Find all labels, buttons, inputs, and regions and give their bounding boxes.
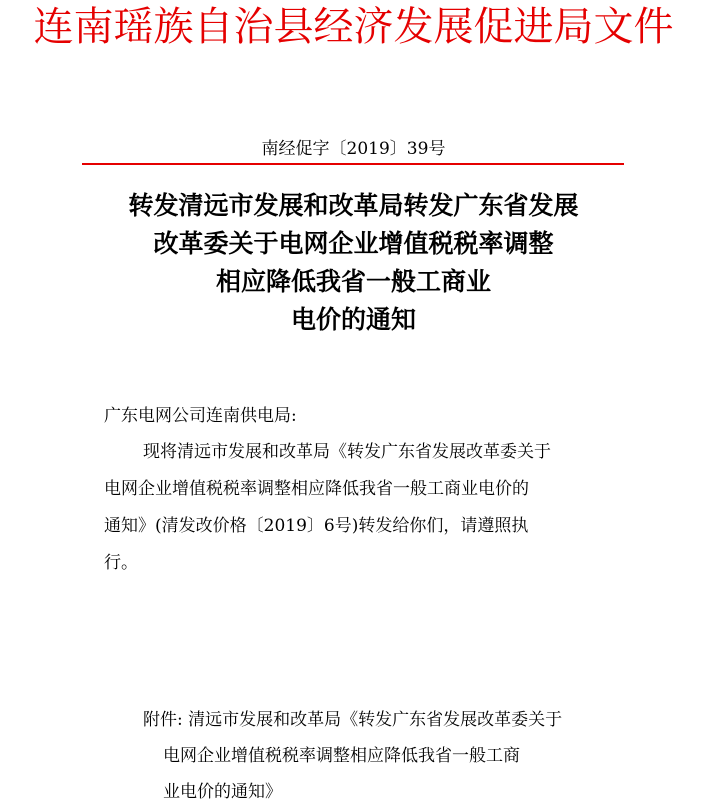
issuer-header-title: 连南瑶族自治县经济发展促进局文件 (33, 4, 674, 50)
document-title (95, 187, 612, 339)
body-paragraph (104, 434, 604, 582)
title-line: 电价的通知 (290, 305, 416, 334)
addressee: 广东电网公司连南供电局: (104, 406, 297, 426)
body-line: 通知》(清发改价格〔2019〕6号)转发给你们，请遵照执 (104, 516, 529, 536)
body-line: 电网企业增值税税率调整相应降低我省一般工商业电价的 (104, 479, 529, 499)
title-line: 转发清远市发展和改革局转发广东省发展 (128, 191, 579, 220)
document-number: 南经促字〔2019〕39号 (261, 139, 446, 159)
attachment-line: 业电价的通知》 (163, 782, 282, 802)
document-body (104, 398, 604, 582)
red-divider-rule (82, 163, 624, 165)
attachment-line: 电网企业增值税税率调整相应降低我省一般工商 (163, 746, 520, 766)
title-line: 相应降低我省一般工商业 (215, 267, 491, 296)
title-line: 改革委关于电网企业增值税税率调整 (153, 229, 554, 258)
body-line: 现将清远市发展和改革局《转发广东省发展改革委关于 (143, 442, 551, 462)
attachment-note (143, 702, 623, 810)
attachment-line: 附件: 清远市发展和改革局《转发广东省发展改革委关于 (143, 710, 563, 730)
body-line: 行。 (104, 553, 138, 573)
